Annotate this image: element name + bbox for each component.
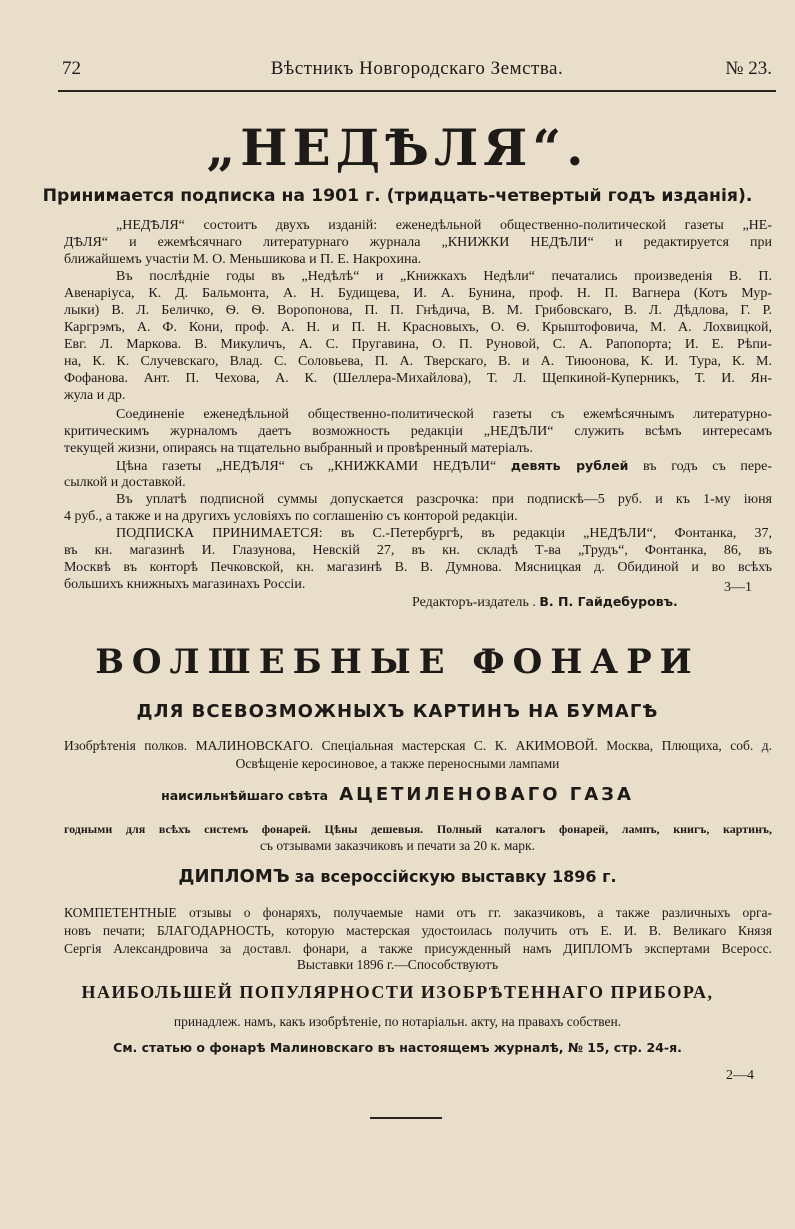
text-line: Москвѣ въ конторѣ Печковской, кн. магазинѣ В. В. Думнова. Мясницкая д. Обидиной и во всѣхъ [64, 560, 772, 575]
header-rule [58, 90, 776, 92]
lanterns-subtitle: ДЛЯ ВСЕВОЗМОЖНЫХЪ КАРТИНЪ НА БУМАГѢ [136, 701, 659, 722]
diploma-word: ДИПЛОМЪ [178, 866, 290, 887]
journal-title: Вѣстникъ Новгородскаго Земства. [270, 58, 564, 79]
text-line: новъ печати; БЛАГОДАРНОСТЬ, которую мастерская удостоилась получить отъ Е. И. В. Великаго Князя [64, 923, 772, 938]
text-line: критическимъ журналомъ даетъ возможность редакціи „НЕДѢЛИ“ служить всѣмъ интересамъ [64, 424, 772, 439]
nedelya-subtitle: Принимается подписка на 1901 г. (тридцать-четвертый годъ изданія). [42, 186, 753, 206]
text-line: ближайшемъ участіи М. О. Меньшикова и П. Е. Накрохина. [64, 252, 422, 267]
gas-prefix: наисильнѣйшаго свѣта [161, 788, 329, 803]
text-line: на, К. К. Случевскаго, Влад. С. Соловьева, П. А. Тверскаго, В. и А. Тиюонова, К. И. Тура, К. М. [64, 354, 772, 369]
text-line: Авенаріуса, К. Д. Бальмонта, А. Н. Будищева, И. А. Бунина, проф. Н. П. Вагнера (Котъ Мур- [64, 286, 772, 301]
ownership-line: принадлеж. намъ, какъ изобрѣтеніе, по нотаріальн. акту, на правахъ собствен. [173, 1014, 622, 1029]
gas-name: АЦЕТИЛЕНОВАГО ГАЗА [339, 784, 634, 805]
text-line: Евг. Л. Маркова. В. Микуличъ, А. С. Пругавина, О. П. Руновой, С. А. Рапопорта; И. Е. Рѣпи- [64, 337, 772, 352]
text-line: текущей жизни, опираясь на тщательно выбранный и провѣренный матеріалъ. [64, 441, 533, 456]
text-line: ПОДПИСКА ПРИНИМАЕТСЯ: въ С.-Петербургѣ, въ редакціи „НЕДѢЛИ“, Фонтанка, 37, [116, 526, 772, 541]
text-line: въ кн. магазинѣ И. Глазунова, Невскій 27, въ кн. складѣ Т-ва „Трудъ“, Фонтанка, 86, въ [64, 543, 772, 558]
invention-line: Изобрѣтенія полков. МАЛИНОВСКАГО. Спеціальная мастерская С. К. АКИМОВОЙ. Москва, Плющиха, соб. д. [64, 738, 772, 753]
text-line: 4 руб., а также и на другихъ условіяхъ по соглашенію съ конторой редакціи. [64, 509, 518, 524]
reviews-last: Выставки 1896 г.—Способствуютъ [296, 957, 499, 972]
text-line: большихъ книжныхъ магазинахъ Россіи. [64, 577, 306, 592]
price-line [64, 457, 772, 475]
nedelya-title: „НЕДѢЛЯ“. [206, 118, 589, 177]
text-line: жула и др. [64, 388, 126, 403]
page-number: 72 [62, 58, 81, 79]
text-line: сылкой и доставкой. [64, 475, 186, 490]
lanterns-title: ВОЛШЕБНЫЕ ФОНАРИ [95, 642, 700, 682]
ad-code: 3—1 [724, 580, 752, 595]
text-line: КОМПЕТЕНТНЫЕ отзывы о фонаряхъ, получаемые нами отъ гг. заказчиковъ, а также различныхъ орга- [64, 905, 772, 920]
diploma-rest: за всероссійскую выставку 1896 г. [294, 867, 617, 886]
catalog-line: съ отзывами заказчиковъ и печати за 20 к. марк. [260, 838, 535, 853]
price-tail: въ годъ съ пере- [643, 459, 773, 474]
diploma-line [40, 866, 755, 887]
text-line: Сергія Александровича за доставл. фонари, а также присужденный намъ ДИПЛОМЪ экспертами Всеросс. [64, 941, 772, 956]
editor-line [412, 594, 678, 611]
text-line: Въ уплатѣ подписной суммы допускается разсрочка: при подпискѣ—5 руб. и къ 1-му іюня [116, 492, 772, 507]
price-amount: девять рублей [510, 458, 629, 473]
ad-code: 2—4 [726, 1068, 754, 1083]
text-line: ДѢЛЯ“ и ежемѣсячнаго литературнаго журнала „КНИЖКИ НЕДѢЛИ“ и редактируется при [64, 235, 772, 250]
price-lead: Цѣна газеты „НЕДѢЛЯ“ съ „КНИЖКАМИ НЕДѢЛИ“ [116, 459, 497, 474]
text-line: „НЕДѢЛЯ“ состоитъ двухъ изданій: еженедѣльной общественно-политической газеты „НЕ- [116, 218, 772, 233]
text-line: Соединеніе еженедѣльной общественно-политической газеты съ ежемѣсячнымъ литературно- [116, 407, 772, 422]
issue-number: № 23. [725, 58, 772, 79]
footer-divider [370, 1117, 442, 1119]
page-header [62, 58, 772, 84]
lighting-line: Освѣщеніе керосиновое, а также переносными лампами [235, 756, 560, 771]
popularity-line: НАИБОЛЬШЕЙ ПОПУЛЯРНОСТИ ИЗОБРѢТЕННАГО ПРИБОРА, [81, 982, 714, 1002]
suitable-line: годными для всѣхъ системъ фонарей. Цѣны дешевыя. Полный каталогъ фонарей, лампъ, книгъ, картинъ, [64, 822, 772, 836]
gas-line [40, 784, 755, 805]
editor-name: В. П. Гайдебуровъ. [539, 594, 678, 609]
editor-label: Редакторъ-издатель . [412, 595, 536, 610]
text-line: лыки) В. Л. Беличко, Ѳ. Ѳ. Воропонова, П. П. Гнѣдича, В. М. Грибовскаго, В. Л. Дѣдлова, Г. Р. [64, 303, 772, 318]
text-line: Въ послѣдніе годы въ „Недѣлѣ“ и „Книжкахъ Недѣли“ печатались произведенія В. П. [116, 269, 772, 284]
text-line: Фофанова. Ант. П. Чехова, А. К. (Шеллера-Михайлова), Т. Л. Щепкиной-Куперникъ, Т. И. Ян- [64, 371, 772, 386]
text-line: Каргрэмъ, А. Ф. Кони, проф. А. Н. и П. Н. Красновыхъ, О. Ѳ. Крыштофовича, М. А. Лохвицкой, [64, 320, 772, 335]
see-article-line: См. статью о фонарѣ Малиновскаго въ настоящемъ журналѣ, № 15, стр. 24-я. [113, 1040, 682, 1055]
